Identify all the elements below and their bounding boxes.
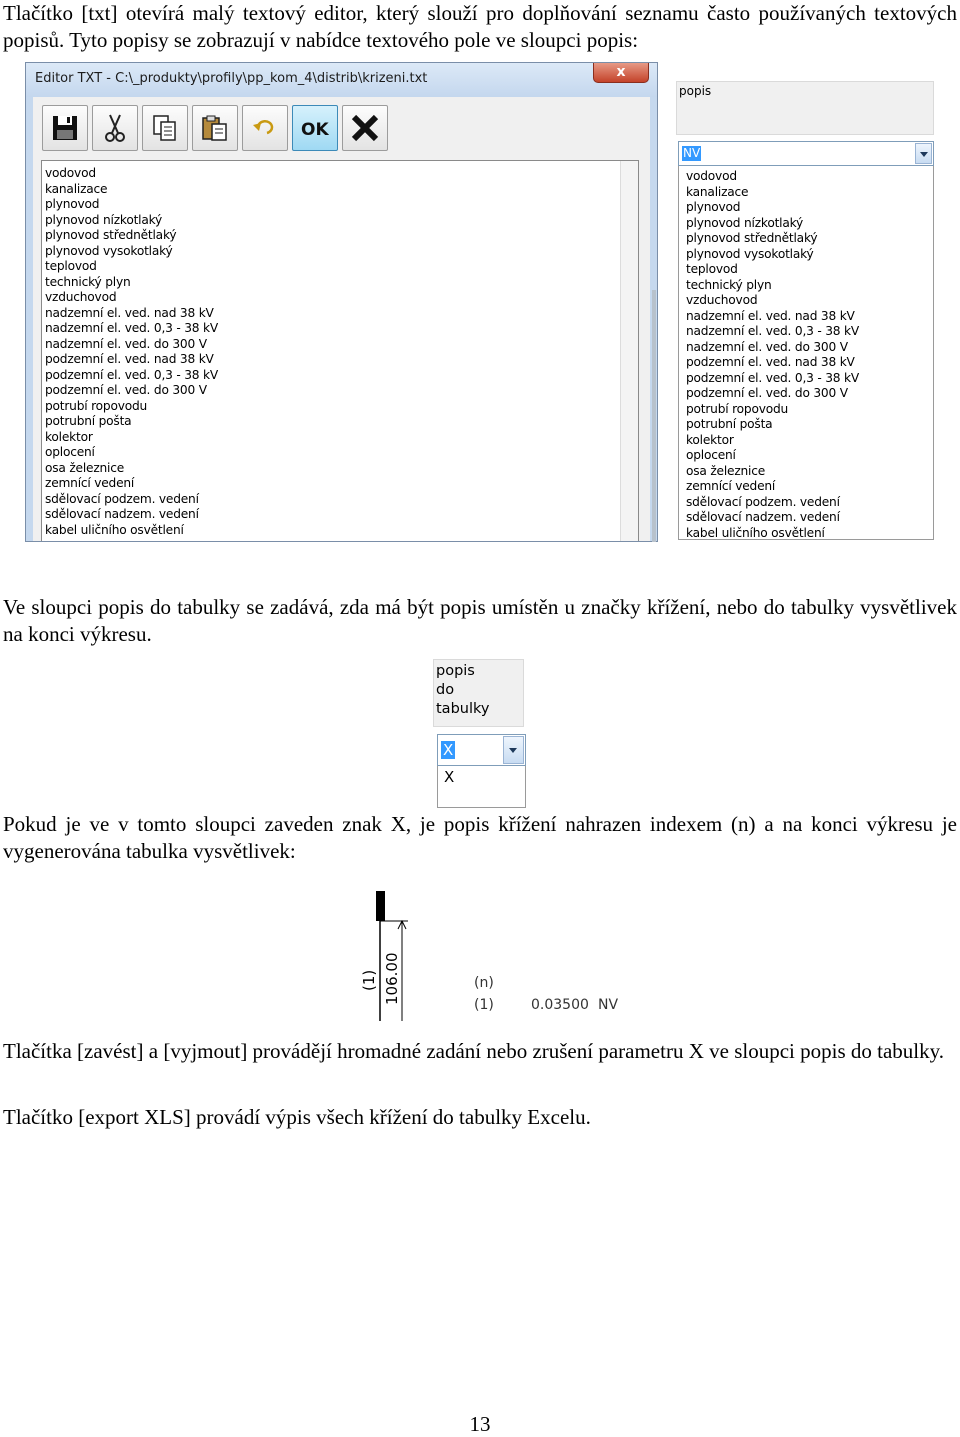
list-item[interactable]: kolektor <box>686 432 734 447</box>
undo-icon <box>250 113 280 143</box>
editor-title: Editor TXT - C:\_produkty\profily\pp_kom_4\distrib\krizeni.txt <box>35 71 428 86</box>
list-item[interactable]: sdělovací nadzem. vedení <box>686 510 840 524</box>
list-item[interactable]: vodovod <box>686 169 737 183</box>
editor-text-area[interactable] <box>41 160 639 541</box>
editor-body <box>33 97 650 541</box>
editor-line[interactable]: plynovod nízkotlaký <box>45 212 163 227</box>
paste-icon <box>200 113 230 143</box>
header-line: popis <box>436 663 475 679</box>
list-item[interactable]: vzduchovod <box>686 293 758 307</box>
list-item[interactable]: plynovod <box>686 200 741 214</box>
cancel-button[interactable] <box>342 105 388 151</box>
header-line: tabulky <box>436 701 490 717</box>
list-item[interactable]: kabel uličního osvětlení <box>686 525 825 540</box>
list-item[interactable]: podzemní el. ved. 0,3 - 38 kV <box>686 370 860 385</box>
close-icon: x <box>616 64 626 80</box>
editor-line[interactable]: potrubí ropovodu <box>45 398 148 413</box>
cancel-icon <box>350 113 380 143</box>
crossing-mark <box>376 891 385 921</box>
list-item[interactable]: plynovod vysokotlaký <box>686 246 814 261</box>
list-item[interactable]: podzemní el. ved. nad 38 kV <box>686 355 855 369</box>
paste-button[interactable] <box>192 105 238 151</box>
editor-line[interactable]: osa železnice <box>45 460 125 475</box>
copy-icon <box>150 113 180 143</box>
popis-combobox[interactable] <box>678 141 934 166</box>
list-item[interactable]: potrubní pošta <box>686 417 773 431</box>
list-item[interactable]: sdělovací podzem. vedení <box>686 494 840 509</box>
editor-line[interactable]: podzemní el. ved. do 300 V <box>45 383 207 397</box>
editor-line[interactable]: potrubní pošta <box>45 414 132 428</box>
save-button[interactable] <box>42 105 88 151</box>
editor-line[interactable]: plynovod vysokotlaký <box>45 243 173 258</box>
editor-line[interactable]: vzduchovod <box>45 290 117 304</box>
cut-button[interactable] <box>92 105 138 151</box>
paragraph-export-xls: Tlačítko [export XLS] provádí výpis všech křížení do tabulky Excelu. <box>3 1105 591 1129</box>
editor-line[interactable]: sdělovací nadzem. vedení <box>45 507 199 521</box>
editor-line[interactable]: nadzemní el. ved. nad 38 kV <box>45 305 214 320</box>
ok-button[interactable] <box>292 105 338 151</box>
list-item[interactable]: technický plyn <box>686 277 772 292</box>
editor-line[interactable]: kabel uličního osvětlení <box>45 522 184 537</box>
close-button[interactable] <box>593 63 649 83</box>
legend-text: NV <box>598 997 619 1013</box>
list-item[interactable]: nadzemní el. ved. do 300 V <box>686 339 848 354</box>
paragraph-intro: Tlačítko [txt] otevírá malý textový editor, který slouží pro doplňování seznamu často používaných textových popisů. Tyto popisy se zobrazují v nabídce textového pole ve sloupci popis: <box>3 1 957 52</box>
editor-line[interactable]: nadzemní el. ved. 0,3 - 38 kV <box>45 321 219 335</box>
list-item[interactable]: nadzemní el. ved. 0,3 - 38 kV <box>686 324 860 338</box>
list-item[interactable]: potrubí ropovodu <box>686 401 789 416</box>
editor-line[interactable]: podzemní el. ved. 0,3 - 38 kV <box>45 367 219 382</box>
divider <box>652 290 656 542</box>
paragraph-popis-do-tabulky: Ve sloupci popis do tabulky se zadává, zda má být popis umístěn u značky křížení, nebo do tabulky vysvětlivek na konci výkresu. <box>3 595 957 646</box>
list-item[interactable]: teplovod <box>686 262 738 276</box>
list-item[interactable]: X <box>444 768 455 786</box>
list-item[interactable]: plynovod střednětlaký <box>686 231 818 245</box>
header-line: do <box>436 682 455 698</box>
editor-line[interactable]: technický plyn <box>45 274 131 289</box>
editor-lines <box>45 166 218 538</box>
list-item[interactable]: podzemní el. ved. do 300 V <box>686 386 848 400</box>
list-item[interactable]: zemnící vedení <box>686 479 776 493</box>
copy-button[interactable] <box>142 105 188 151</box>
undo-button[interactable] <box>242 105 288 151</box>
legend-header: (n) <box>474 975 494 991</box>
editor-line[interactable]: kanalizace <box>45 181 108 196</box>
editor-titlebar <box>26 63 657 97</box>
svg-text:OK: OK <box>301 120 329 140</box>
popis-selected-value: NV <box>683 146 701 160</box>
paragraph-index-x: Pokud je ve v tomto sloupci zaveden znak X, je popis křížení nahrazen indexem (n) a na konci výkresu je vygenerována tabulka vysvětlivek: <box>3 812 957 863</box>
list-item[interactable]: osa železnice <box>686 463 766 478</box>
editor-line[interactable]: nadzemní el. ved. do 300 V <box>45 336 207 351</box>
list-item[interactable]: oplocení <box>686 448 736 462</box>
editor-line[interactable]: plynovod <box>45 197 100 211</box>
legend-value: 0.03500 <box>531 997 589 1013</box>
editor-line[interactable]: zemnící vedení <box>45 476 135 490</box>
editor-txt-window <box>25 62 658 542</box>
editor-line[interactable]: teplovod <box>45 259 97 273</box>
editor-line[interactable]: vodovod <box>45 166 96 180</box>
editor-scrollbar[interactable] <box>620 161 638 541</box>
editor-line[interactable]: oplocení <box>45 445 95 459</box>
list-item[interactable]: nadzemní el. ved. nad 38 kV <box>686 308 855 323</box>
editor-line[interactable]: kolektor <box>45 429 93 444</box>
paragraph-zavest-vyjmout: Tlačítka [zavést] a [vyjmout] provádějí hromadné zadání nebo zrušení parametru X ve sloupci popis do tabulky. <box>3 1039 944 1063</box>
crossing-drawing <box>340 885 640 1025</box>
popis-do-tabulky-selected: X <box>443 741 454 759</box>
popis-do-tabulky-combobox[interactable] <box>437 734 526 766</box>
ok-icon <box>300 113 330 143</box>
chevron-down-icon[interactable] <box>915 143 932 164</box>
save-icon <box>50 113 80 143</box>
crossing-height-label: 106.00 <box>383 952 401 1005</box>
column-header-label: popis <box>679 84 712 98</box>
legend-index: (1) <box>474 997 494 1013</box>
column-header-popis <box>676 81 934 135</box>
page-number: 13 <box>469 1412 491 1436</box>
cut-icon <box>100 113 130 143</box>
list-item[interactable]: plynovod nízkotlaký <box>686 215 804 230</box>
popis-options <box>686 169 859 540</box>
crossing-index-label: (1) <box>360 969 378 991</box>
column-header-popis-do-tabulky <box>433 659 524 727</box>
popis-do-tabulky-dropdown-list[interactable] <box>437 766 526 808</box>
chevron-down-icon[interactable] <box>503 736 524 764</box>
editor-line[interactable]: plynovod střednětlaký <box>45 228 177 242</box>
popis-dropdown-list[interactable] <box>678 166 934 540</box>
editor-line[interactable]: sdělovací podzem. vedení <box>45 491 199 506</box>
editor-line[interactable]: podzemní el. ved. nad 38 kV <box>45 352 214 366</box>
list-item[interactable]: kanalizace <box>686 184 749 199</box>
